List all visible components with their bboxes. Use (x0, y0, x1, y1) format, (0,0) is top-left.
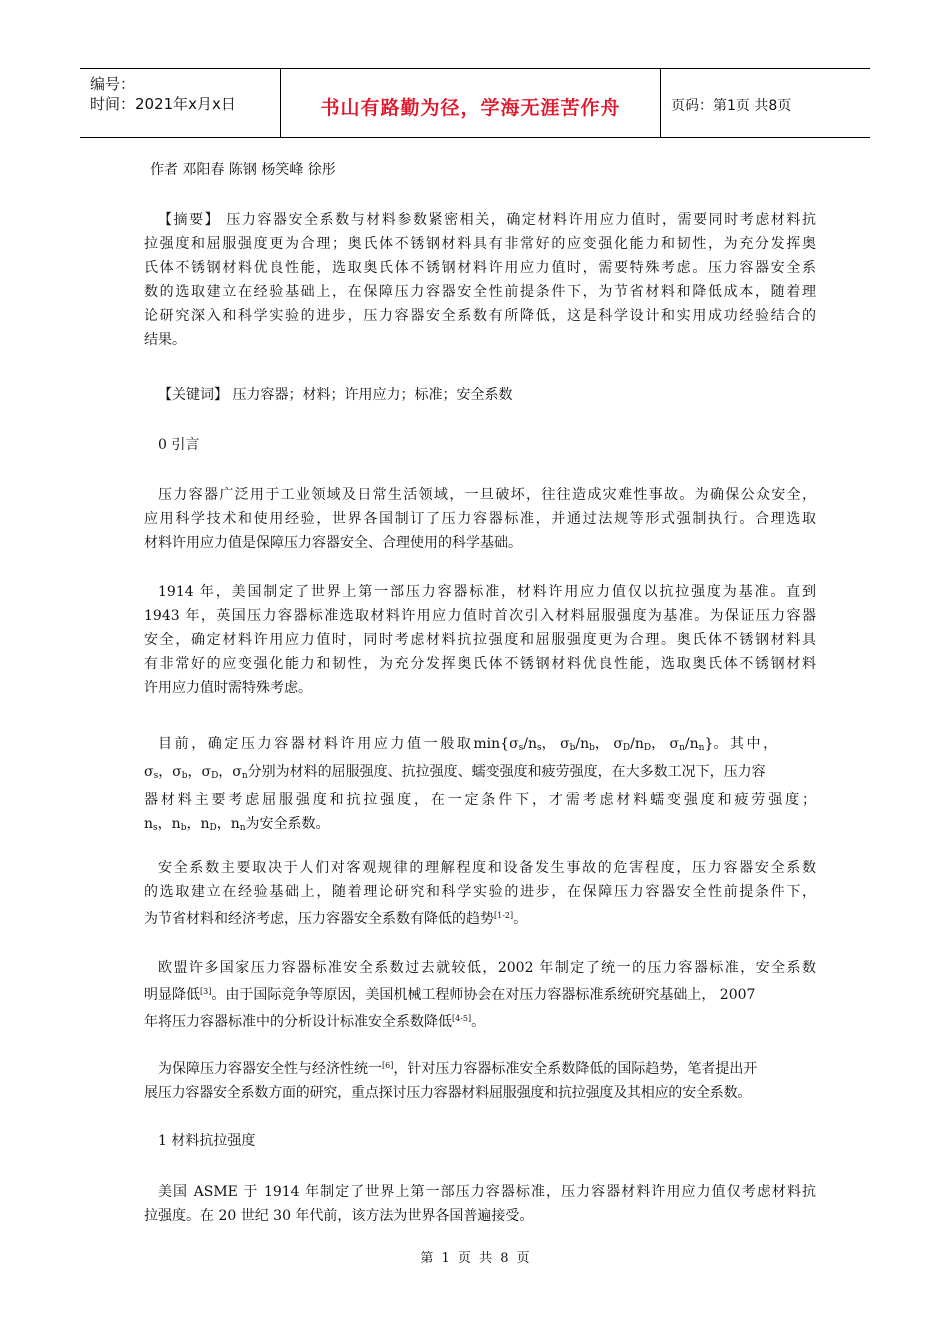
page-footer: 第 1 页 共 8 页 (420, 1251, 530, 1266)
abstract-line: 【摘要】 压力容器安全系数与材料参数紧密相关，确定材料许用应力值时，需要同时考虑材料抗 (158, 212, 816, 228)
para-line: 1943 年，英国压力容器标准选取材料许用应力值时首次引入材料屈服强度为基准。为保证压力容器 (144, 608, 816, 624)
abstract-line: 拉强度和屈服强度更为合理；奥氏体不锈钢材料具有非常好的应变强化能力和韧性，为充分发挥奥 (144, 236, 816, 252)
paragraph-7 (144, 1180, 816, 1228)
paragraph-6 (144, 1054, 816, 1105)
authors-block (144, 158, 816, 182)
para-text: 分别为材料的屈服强度、抗拉强度、蠕变强度和疲劳强度，在大多数工况下，压力容 (247, 764, 766, 780)
para-text: 为节省材料和经济考虑，压力容器安全系数有降低的趋势 (144, 911, 494, 927)
motto: 书山有路勤为径，学海无涯苦作舟 (320, 97, 621, 119)
para-line: 的选取建立在经验基础上，随着理论研究和科学实验的进步，在保障压力容器安全性前提条件下， (144, 884, 816, 900)
keywords: 【关键词】 压力容器；材料；许用应力；标准；安全系数 (158, 387, 513, 403)
section-heading-0 (144, 433, 816, 457)
page-header (80, 68, 870, 138)
para-text: 为安全系数。 (245, 816, 330, 832)
para-line: 欧盟许多国家压力容器标准安全系数过去就较低，2002 年制定了统一的压力容器标准，安全系数 (158, 960, 816, 976)
para-line: 有非常好的应变强化能力和韧性，为充分发挥奥氏体不锈钢材料优良性能，选取奥氏体不锈钢材料 (144, 656, 816, 672)
para-text: 目前，确定压力容器材料许用应力值一般取 (158, 736, 474, 752)
keywords-block (144, 383, 816, 407)
para-line (144, 812, 816, 840)
para-line (144, 1054, 816, 1081)
para-line: 材料许用应力值是保障压力容器安全、合理使用的科学基础。 (144, 535, 522, 551)
para-line: 安全，确定材料许用应力值时，同时考虑材料抗拉强度和屈服强度更为合理。奥氏体不锈钢材料具 (144, 632, 816, 648)
time-label: 时间：2021年x月x日 (90, 95, 236, 113)
abstract-line: 氏体不锈钢材料优良性能，选取奥氏体不锈钢材料许用应力值时，需要特殊考虑。压力容器安全系 (144, 260, 816, 276)
header-page-cell (661, 69, 870, 137)
abstract-line: 数的选取建立在经验基础上，在保障压力容器安全性前提条件下，为节省材料和降低成本，随着理 (144, 284, 816, 300)
citation: [3] (200, 987, 212, 996)
paragraph-5 (144, 956, 816, 1034)
paragraph-4 (144, 856, 816, 931)
para-line: 1914 年，美国制定了世界上第一部压力容器标准，材料许用应力值仅以抗拉强度为基准。直到 (158, 584, 816, 600)
formula: $\min\{\sigma_s/n_s$， $\sigma_b/n_b$， $\sigma_D/n_D$， $\sigma_n/n_n$} (473, 736, 714, 753)
citation: [4-5] (452, 1014, 472, 1023)
header-meta-cell (80, 69, 281, 137)
para-line: 许用应力值时需特殊考虑。 (144, 680, 312, 696)
para-text: 。由于国际竞争等原因，美国机械工程师协会在对压力容器标准系统研究基础上， 2007 (211, 987, 756, 1003)
abstract-line: 结果。 (144, 332, 186, 348)
paragraph-1 (144, 483, 816, 555)
citation: [1-2] (494, 911, 514, 920)
para-line: 器材料主要考虑屈服强度和抗拉强度，在一定条件下，才需考虑材料蠕变强度和疲劳强度； (144, 792, 816, 808)
para-line: 展压力容器安全系数方面的研究，重点探讨压力容器材料屈服强度和抗拉强度及其相应的安全系数。 (144, 1085, 752, 1101)
para-line (144, 980, 816, 1007)
header-motto-cell (281, 69, 661, 137)
para-line (144, 732, 816, 760)
para-line: 年将压力容器标准中的分析设计标准安全系数降低[4-5]。 (144, 1014, 486, 1030)
para-text: 明显降低 (144, 987, 200, 1003)
page-info: 页码：第1页 共8页 (671, 98, 792, 114)
para-text: 。其中， (713, 736, 780, 752)
para-line: 压力容器广泛用于工业领域及日常生活领域，一旦破坏，往往造成灾难性事故。为确保公众安全， (158, 487, 816, 503)
para-line: 安全系数主要取决于人们对客观规律的理解程度和设备发生事故的危害程度，压力容器安全系数 (158, 860, 816, 876)
para-line (144, 760, 816, 788)
number-label: 编号： (90, 75, 136, 93)
section-heading-1 (144, 1129, 816, 1153)
section-title: 0 引言 (158, 437, 200, 453)
authors: 作者 邓阳春 陈钢 杨笑峰 徐彤 (150, 162, 336, 178)
para-text: ，针对压力容器标准安全系数降低的国际趋势，笔者提出开 (393, 1061, 758, 1077)
para-line: 应用科学技术和使用经验，世界各国制订了压力容器标准，并通过法规等形式强制执行。合理选取 (144, 511, 816, 527)
para-line: 为节省材料和经济考虑，压力容器安全系数有降低的趋势[1-2]。 (144, 911, 528, 927)
abstract-line: 论研究深入和科学实验的进步，压力容器安全系数有所降低，这是科学设计和实用成功经验结合的 (144, 308, 816, 324)
citation: [6] (382, 1061, 394, 1070)
para-text: 年将压力容器标准中的分析设计标准安全系数降低 (144, 1014, 452, 1030)
para-line: 美国 ASME 于 1914 年制定了世界上第一部压力容器标准，压力容器材料许用应力值仅考虑材料抗 (158, 1184, 816, 1200)
abstract-block (144, 208, 816, 352)
paragraph-3 (144, 732, 816, 840)
paragraph-2 (144, 580, 816, 700)
section-title: 1 材料抗拉强度 (158, 1133, 256, 1149)
para-line: 拉强度。在 20 世纪 30 年代前，该方法为世界各国普遍接受。 (144, 1208, 534, 1224)
symbols: $n_s$，$n_b$，$n_D$，$n_n$ (144, 816, 246, 833)
para-text: 为保障压力容器安全性与经济性统一 (158, 1061, 382, 1077)
symbols: $\sigma_s$，$\sigma_b$，$\sigma_D$，$\sigma_n$ (144, 764, 248, 781)
